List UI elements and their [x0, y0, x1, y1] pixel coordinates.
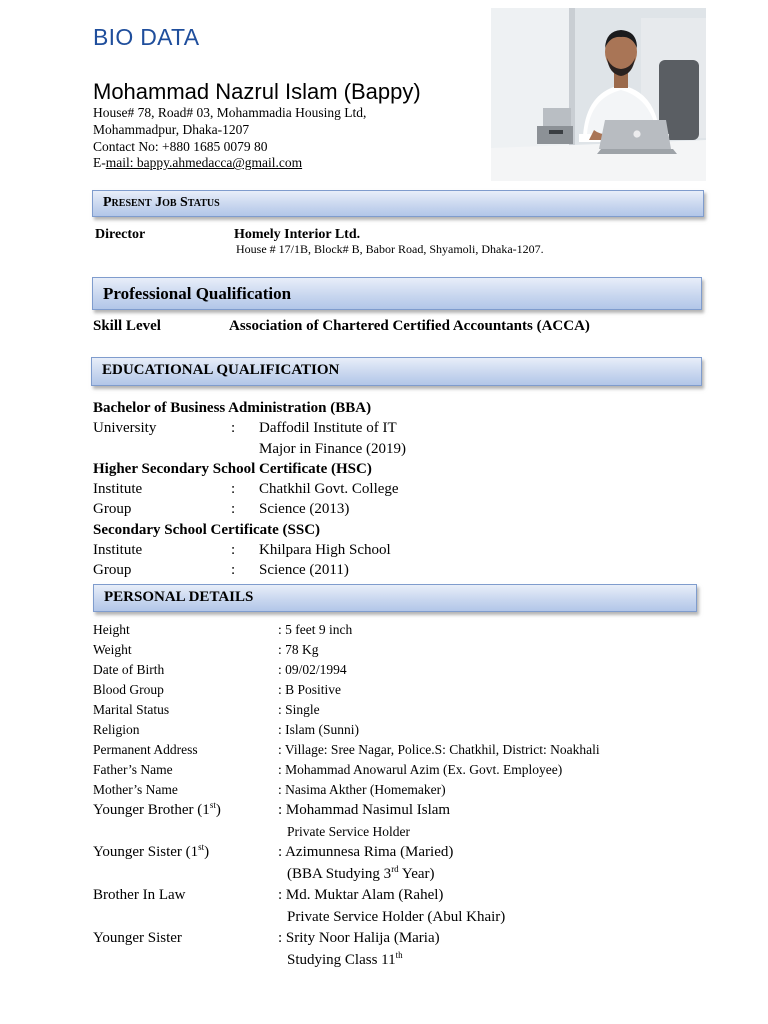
label-close: )	[215, 802, 221, 818]
note-end: Year)	[398, 866, 435, 882]
row-label: Younger Sister	[93, 930, 182, 946]
row-value: : B Positive	[278, 682, 342, 697]
document-title: BIO DATA	[93, 24, 200, 50]
row-label: Institute	[93, 542, 143, 559]
job-role: Director	[95, 227, 146, 242]
row-label: University	[93, 420, 157, 437]
section-title: Professional Qualification	[103, 284, 292, 303]
row-colon: :	[231, 420, 236, 437]
note-text: Studying Class 11	[287, 952, 396, 968]
row-label: Blood Group	[93, 682, 164, 697]
bba-heading: Bachelor of Business Administration (BBA)	[93, 400, 372, 416]
row-label: Group	[93, 501, 132, 518]
address-line-2: Mohammadpur, Dhaka-1207	[93, 121, 250, 137]
row-colon: :	[231, 481, 236, 498]
row-value: Science (2011)	[259, 562, 349, 579]
row-label: Brother In Law	[93, 887, 186, 903]
row-colon: :	[231, 501, 236, 518]
row-label: Weight	[93, 642, 132, 657]
label-sup: st	[198, 842, 205, 852]
row-value: : Md. Muktar Alam (Rahel)	[278, 887, 444, 903]
bba-university-row	[93, 418, 397, 438]
hsc-heading: Higher Secondary School Certificate (HSC)	[93, 460, 372, 477]
row-value: : Nasima Akther (Homemaker)	[278, 782, 446, 797]
row-colon: :	[231, 542, 236, 559]
row-value: : 09/02/1994	[278, 662, 347, 677]
ssc-heading: Secondary School Certificate (SSC)	[93, 521, 321, 538]
row-value: : Srity Noor Halija (Maria)	[278, 930, 440, 946]
row-label: Group	[93, 562, 132, 579]
contact-block	[93, 105, 366, 172]
label-sup: st	[209, 800, 216, 810]
row-note: Private Service Holder (Abul Khair)	[287, 909, 506, 925]
label-text: Younger Sister (1	[93, 844, 199, 860]
row-value: : Azimunnesa Rima (Maried)	[278, 844, 454, 860]
address-line-1: House# 78, Road# 03, Mohammadia Housing Ltd,	[93, 105, 367, 120]
row-value: : 5 feet 9 inch	[278, 622, 353, 637]
row-label: Date of Birth	[93, 662, 165, 677]
section-educational-qualification	[91, 357, 702, 386]
section-personal-details	[93, 584, 697, 612]
profile-photo	[491, 8, 706, 181]
row-value: Science (2013)	[259, 501, 350, 518]
row-label	[93, 842, 209, 863]
row-label: Height	[93, 622, 130, 637]
row-value: Khilpara High School	[259, 542, 391, 559]
row-label: Permanent Address	[93, 742, 198, 757]
contact-number: Contact No: +880 1685 0079 80	[93, 138, 268, 154]
row-value: : 78 Kg	[278, 642, 319, 657]
email-prefix: E-	[93, 155, 106, 171]
row-value: : Single	[278, 702, 320, 717]
label-close: )	[204, 844, 210, 860]
row-label: Institute	[93, 481, 143, 498]
section-title: EDUCATIONAL QUALIFICATION	[102, 362, 340, 378]
job-address: House # 17/1B, Block# B, Babor Road, Shyamoli, Dhaka-1207.	[236, 242, 544, 256]
row-label: Mother’s Name	[93, 782, 178, 797]
row-note	[287, 949, 403, 971]
row-note: Private Service Holder	[287, 824, 410, 839]
row-value: : Village: Sree Nagar, Police.S: Chatkhil, District: Noakhali	[278, 742, 600, 757]
row-label: Marital Status	[93, 702, 170, 717]
note-sup: th	[395, 950, 403, 960]
email-line	[93, 155, 366, 172]
row-value: Major in Finance (2019)	[259, 440, 407, 457]
label-text: Younger Brother (1	[93, 802, 210, 818]
section-professional-qualification	[92, 277, 702, 310]
section-title: PERSONAL DETAILS	[104, 589, 254, 605]
row-value: Chatkhil Govt. College	[259, 481, 399, 498]
row-label: Religion	[93, 722, 140, 737]
hsc-institute-row	[93, 479, 399, 499]
skill-level-value: Association of Chartered Certified Accountants (ACCA)	[229, 318, 590, 334]
row-value: Daffodil Institute of IT	[259, 420, 397, 437]
person-name: Mohammad Nazrul Islam (Bappy)	[93, 79, 421, 104]
note-text: (BBA Studying 3	[287, 866, 392, 882]
row-label: Father’s Name	[93, 762, 173, 777]
row-colon: :	[231, 562, 236, 579]
education-list	[93, 398, 407, 581]
row-note	[287, 863, 435, 885]
note-sup: rd	[391, 864, 399, 874]
bba-major-row	[93, 439, 407, 459]
ssc-group-row	[93, 560, 372, 580]
ssc-institute-row	[93, 540, 391, 560]
section-present-job-status	[92, 190, 704, 217]
skill-level-label: Skill Level	[93, 318, 161, 334]
job-company: Homely Interior Ltd.	[234, 227, 361, 242]
hsc-group-row	[93, 499, 372, 519]
email-link[interactable]: mail: bappy.ahmedacca@gmail.com	[105, 155, 303, 171]
row-value: : Islam (Sunni)	[278, 722, 359, 737]
row-value: : Mohammad Anowarul Azim (Ex. Govt. Employee)	[278, 762, 563, 777]
section-title: Present Job Status	[103, 195, 220, 210]
row-value: : Mohammad Nasimul Islam	[278, 802, 451, 818]
row-label	[93, 800, 221, 821]
